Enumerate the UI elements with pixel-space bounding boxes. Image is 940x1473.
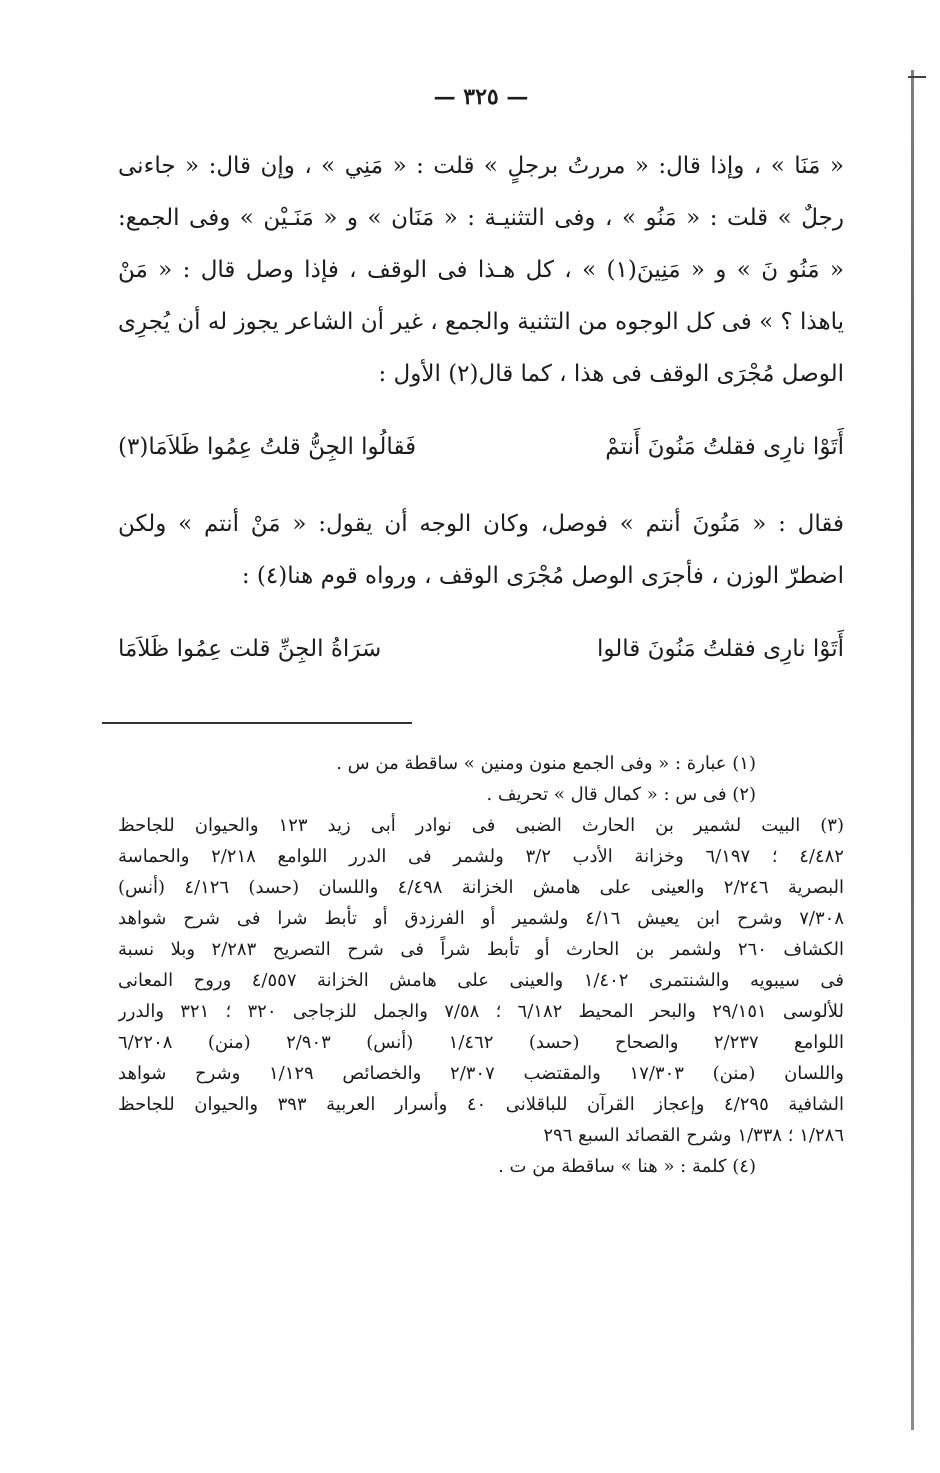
footnote-line: ٧/٣٠٨ وشرح ابن يعيش ٤/١٦ ولشمير أو الفرزدق أو تأبط شرا فى شرح شواهد — [118, 908, 844, 929]
footnote-4: (٤) كلمة : « هنا » ساقطة من ت . — [498, 1156, 756, 1177]
main-text — [118, 140, 844, 400]
text-line: اضطرّ الوزن ، فأجرَى الوصل مُجْرَى الوقف ، ورواه قوم هنا(٤) : — [241, 563, 844, 589]
footnote-line: اللوامع ٢/٢٣٧ والصحاح (حسد) ١/٤٦٢ (أنس) ٢/٩٠٣ (منن) ٦/٢٢٠٨ — [118, 1032, 844, 1053]
verse-second-hemistich: فَقالُوا الجِنُّ قلتُ عِمُوا ظَلاَمَا(٣) — [118, 434, 417, 460]
text-line: الوصل مُجْرَى الوقف فى هذا ، كما قال(٢) الأول : — [378, 361, 844, 387]
footnote-line: واللسان (منن) ١٧/٣٠٣ والمقتضب ٢/٣٠٧ والخصائص ١/١٢٩ وشرح شواهد — [118, 1063, 844, 1084]
text-line: « مَنَا » ، وإذا قال: « مررتُ برجلٍ » قلت : « مَنِي » ، وإن قال: « جاءنى — [118, 153, 844, 179]
page-content — [118, 84, 844, 700]
page-number: — ٣٢٥ — — [433, 84, 529, 110]
verse-second-hemistich: سَرَاةُ الجِنِّ قلت عِمُوا ظَلاَمَا — [118, 636, 382, 662]
scan-page-edge — [911, 70, 914, 1430]
footnote-line: الشافية ٤/٢٩٥ وإعجاز القرآن للباقلانى ٤٠ وأسرار العربية ٣٩٣ والحيوان للجاحظ — [118, 1094, 844, 1115]
text-line: « مَنُو نَ » و « مَنِينَ(١) » ، كل هـذا فى الوقف ، فإذا وصل قال : « مَنْ — [118, 257, 844, 283]
footnote-1: (١) عبارة : « وفى الجمع منون ومنين » ساقطة من س . — [336, 753, 756, 774]
poetry-verse-2 — [118, 636, 844, 662]
footnote-line: ١/٢٨٦ ؛ ١/٣٣٨ وشرح القصائد السبع ٢٩٦ — [543, 1125, 844, 1146]
footnote-separator — [102, 722, 412, 724]
footnote-line: ٤/٤٨٢ ؛ ٦/١٩٧ وخزانة الأدب ٣/٢ ولشمر فى الدرر اللوامع ٢/٢١٨ والحماسة — [118, 846, 844, 867]
footnote-line: البصرية ٢/٢٤٦ والعينى على هامش الخزانة ٤/٤٩٨ واللسان (حسد) ٤/١٢٦ (أنس) — [118, 877, 844, 898]
verse-first-hemistich: أَتَوْا نارِى فقلتُ مَنُونَ قالوا — [597, 636, 844, 662]
middle-text — [118, 498, 844, 602]
verse-first-hemistich: أَتَوْا نارِى فقلتُ مَنُونَ أَنتمْ — [605, 434, 844, 460]
footnotes — [118, 748, 844, 1182]
poetry-verse-1 — [118, 434, 844, 460]
footnote-line: فى سيبويه والشنتمرى ١/٤٠٢ والعينى على هامش الخزانة ٤/٥٥٧ وروح المعانى — [118, 970, 844, 991]
scan-edge-mark — [908, 76, 926, 78]
footnote-line: (٣) البيت لشمير بن الحارث الضبى فى نوادر أبى زيد ١٢٣ والحيوان للجاحظ — [118, 815, 844, 836]
footnote-line: للألوسى ٢٩/١٥١ والبحر المحيط ٦/١٨٢ ؛ ٧/٥٨ والجمل للزجاجى ٣٢٠ ؛ ٣٢١ والدرر — [118, 1001, 844, 1022]
text-line: ياهذا ؟ » فى كل الوجوه من التثنية والجمع ، غير أن الشاعر يجوز له أن يُجرِى — [118, 309, 844, 335]
text-line: رجلٌ » قلت : « مَنُو » ، وفى التثنيـة : « مَنَان » و « مَنَـيْن » وفى الجمع: — [118, 205, 844, 231]
footnote-2: (٢) فى س : « كمال قال » تحريف . — [486, 784, 756, 805]
text-line: فقال : « مَنُونَ أنتم » فوصل، وكان الوجه أن يقول: « مَنْ أنتم » ولكن — [118, 511, 844, 537]
footnote-line: الكشاف ٢٦٠ ولشمر بن الحارث أو تأبط شراً فى شرح التصريح ٢/٢٨٣ وبلا نسبة — [118, 939, 844, 960]
footnote-3 — [118, 810, 844, 1151]
